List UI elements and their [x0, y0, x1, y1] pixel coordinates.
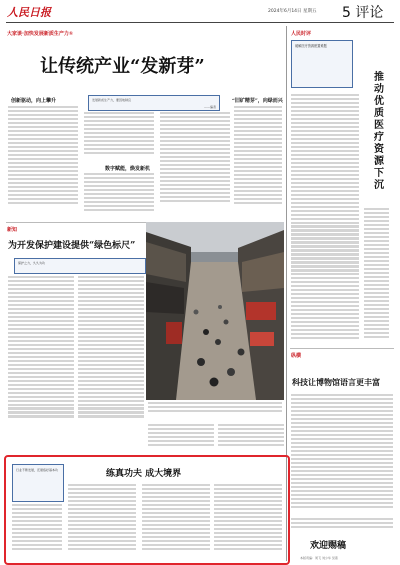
right-top-headline: 推动优质医疗资源下沉 [374, 72, 384, 191]
section2-callout-text: 保护之力，久久为功 [18, 261, 46, 265]
section1-col2-text [84, 112, 154, 162]
right-mid-body-text [291, 394, 393, 514]
right-bottom-headline: 欢迎赐稿 [310, 541, 347, 551]
section1-sub3: “旧矿精芽”，向绿而兴 [232, 98, 283, 104]
section3-callout-text: 行业不断发展，还须练好基本功 [16, 468, 59, 472]
masthead-logo: 人民日报 [7, 6, 51, 19]
section1-col4-text [234, 106, 282, 218]
section2-col4-text [218, 424, 284, 450]
right-mid-tag: 纵横 [291, 353, 302, 359]
right-bottom-notice-text [291, 518, 393, 536]
street-scene-photo [146, 222, 284, 400]
section3-col3-text [142, 484, 210, 556]
page-footer: 本版责编：周飞 刘少华 吴燕 [300, 556, 338, 560]
section2-col1-text [8, 276, 74, 424]
section2-col2-text [78, 276, 144, 424]
section3-col2-text [68, 484, 136, 556]
section3-col4-text [214, 484, 282, 556]
section1-byline: ——编者 [203, 105, 216, 109]
issue-date: 2024年6月14日 星期五 [268, 9, 317, 14]
right-top-callout [291, 40, 353, 88]
section2-callout [14, 258, 146, 274]
right-top-body-text [291, 94, 359, 344]
right-top-tag: 人民时评 [291, 31, 312, 37]
section1-col1-text [8, 106, 78, 218]
section3-headline: 练真功夫 成大境界 [106, 469, 182, 479]
right-top-body-text-2 [364, 208, 389, 344]
right-mid-rule [290, 348, 394, 349]
right-mid-headline: 科技让博物馆语言更丰富 [292, 377, 380, 387]
section1-intro-box [88, 95, 220, 111]
section2-tag: 新知 [7, 227, 18, 233]
section1-intro: 发展新质生产力，要因地制宜 [92, 98, 132, 102]
photo-caption [148, 402, 282, 420]
section3-col1-text [12, 504, 62, 556]
section1-headline: 让传统产业“发新芽” [40, 56, 205, 77]
section1-col3-text [160, 112, 230, 218]
section1-col2b-text [84, 173, 154, 218]
section1-tag: 大家谈·加快发展新质生产力① [7, 31, 74, 37]
section2-col3-text [148, 424, 214, 450]
section3-callout [12, 464, 64, 502]
section2-headline: 为开发保护建设提供“绿色标尺” [8, 241, 136, 251]
section1-sub2: 数字赋能，焕发新机 [105, 166, 151, 172]
right-top-callout-text: 破解医疗资源配置难题 [295, 44, 327, 48]
street-scene-illustration [146, 222, 284, 400]
section1-sub1: 创新驱动，向上攀升 [11, 98, 57, 104]
masthead-rule [6, 22, 394, 23]
page-number: 5 评论 [342, 5, 384, 21]
